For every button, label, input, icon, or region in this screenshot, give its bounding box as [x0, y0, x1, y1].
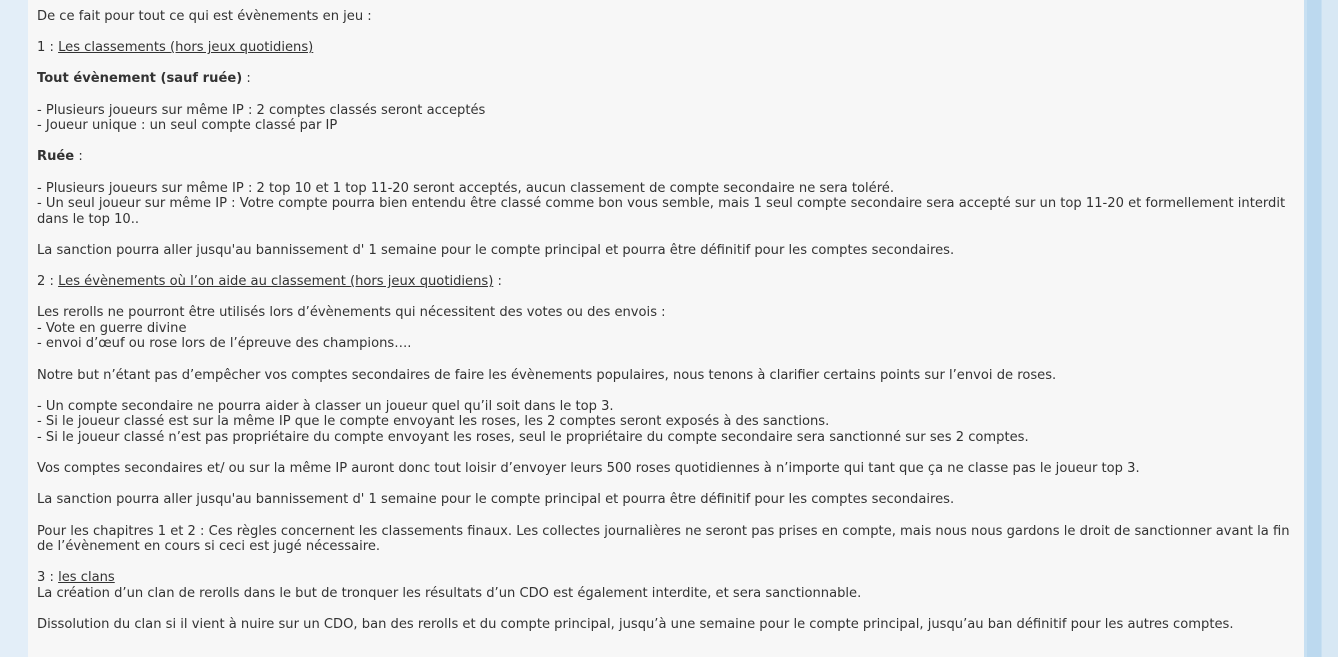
post-body [28, 0, 1304, 657]
intro-text: De ce fait pour tout ce qui est évènements en jeu : [37, 9, 372, 24]
section-3-title: les clans [58, 570, 115, 586]
section-2-sanction: La sanction pourra aller jusqu'au bannissement d' 1 semaine pour le compte principal et pourra être définitif pour les comptes secondaires. [37, 492, 955, 508]
event-heading: Tout évènement (sauf ruée) : [37, 71, 251, 87]
leisure-text: Vos comptes secondaires et/ ou sur la même IP auront donc tout loisir d’envoyer leurs 500 roses quotidiennes à n’importe qui tant que ça ne classe pas le joueur top 3. [37, 461, 1140, 477]
section-2-title: Les évènements où l’on aide au classement (hors jeux quotidiens) [58, 274, 494, 290]
chapters-note: Pour les chapitres 1 et 2 : Ces règles concernent les classements finaux. Les collectes journalières ne seront pas prises en compte, mais nous nous gardons le droit de sanctionner avant la fin de l’évènement en cours si ceci est jugé nécessaire. [37, 523, 1290, 555]
rose-rule: - Un compte secondaire ne pourra aider à classer un joueur quel qu’il soit dans le top 3. [37, 398, 614, 414]
rush-rule: - Plusieurs joueurs sur même IP : 2 top 10 et 1 top 11-20 seront acceptés, aucun classement de compte secondaire ne sera toléré. [37, 180, 895, 196]
goal-text: Notre but n’étant pas d’empêcher vos comptes secondaires de faire les évènements populaires, nous tenons à clarifier certains points sur l’envoi de roses. [37, 367, 1057, 383]
rush-heading: Ruée : [37, 149, 83, 165]
example-item: - envoi d’œuf ou rose lors de l’épreuve des champions…. [37, 336, 412, 352]
example-item: - Vote en guerre divine [37, 320, 187, 336]
section-2-heading: 2 : Les évènements où l’on aide au classement (hors jeux quotidiens) : [37, 274, 502, 290]
section-2-intro: Les rerolls ne pourront être utilisés lors d’évènements qui nécessitent des votes ou des envois : [37, 305, 666, 321]
rush-rule: - Un seul joueur sur même IP : Votre compte pourra bien entendu être classé comme bon vous semble, mais 1 seul compte secondaire sera accepté sur un top 11-20 et formellement interdit dans le top 10.. [37, 196, 1286, 227]
rose-rule: - Si le joueur classé est sur la même IP que le compte envoyant les roses, les 2 comptes seront exposés à des sanctions. [37, 414, 830, 430]
dissolution-text: Dissolution du clan si il vient à nuire sur un CDO, ban des rerolls et du compte principal, jusqu’à une semaine pour le compte principal, jusqu’au ban définitif pour les autres comptes. [37, 617, 1234, 633]
clan-rule: La création d’un clan de rerolls dans le but de tronquer les résultats d’un CDO est également interdite, et sera sanctionnable. [37, 585, 862, 601]
event-rule: - Joueur unique : un seul compte classé par IP [37, 118, 338, 134]
rose-rule: - Si le joueur classé n’est pas propriétaire du compte envoyant les roses, seul le propriétaire du compte secondaire sera sanctionné sur ses 2 comptes. [37, 430, 1029, 446]
scrollbar-thumb[interactable] [1307, 0, 1321, 657]
left-gutter [0, 0, 28, 657]
section-1-title: Les classements (hors jeux quotidiens) [58, 40, 314, 56]
section-1-sanction: La sanction pourra aller jusqu'au bannissement d' 1 semaine pour le compte principal et pourra être définitif pour les comptes secondaires. [37, 242, 955, 258]
section-3-heading: 3 : les clans [37, 570, 115, 586]
event-rule: - Plusieurs joueurs sur même IP : 2 comptes classés seront acceptés [37, 102, 486, 118]
section-1-heading: 1 : Les classements (hors jeux quotidiens) [37, 40, 314, 56]
